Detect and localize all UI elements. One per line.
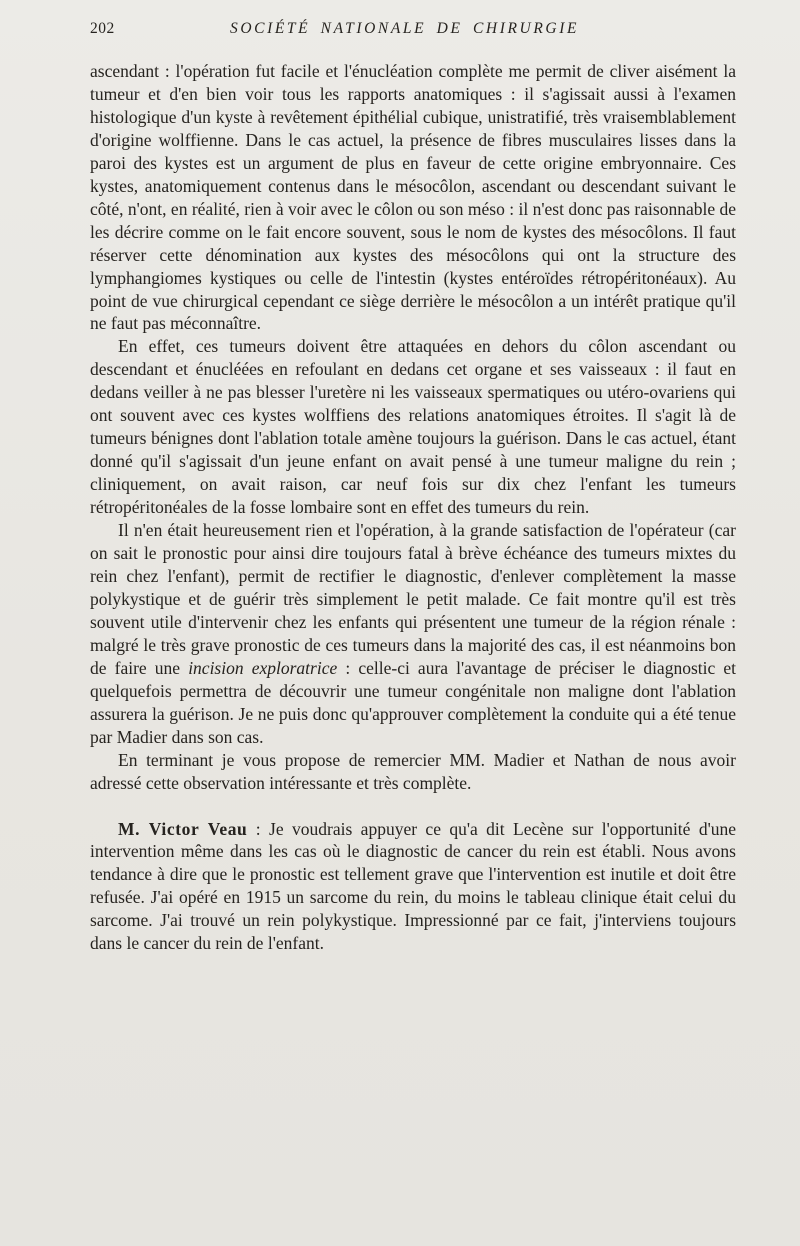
paragraph-text: Il n'en était heureusement rien et l'opération, à la grande satisfaction de l'opérateur (car on sait le pronostic pour ainsi dire toujours fatal à brève échéance des tumeurs mixtes du rein chez l'enfant), permit de rectifier le diagnostic, d'enlever complètement la masse polykystique et de guérir très simplement le petit malade. Ce fait montre qu'il est très souvent utile d'intervenir chez les enfants qui présentent une tumeur de la région rénale : malgré le très grave pronostic de ces tumeurs dans la majorité des cas, il est néanmoins bon de faire une [90, 520, 736, 678]
speaker-paragraph [90, 818, 736, 956]
body-text [90, 60, 736, 955]
paragraph: En effet, ces tumeurs doivent être attaquées en dehors du côlon ascendant ou descendant et énucléées en refoulant en dedans cet organe et ses vaisseaux : il faut en dedans veiller à ne pas blesser l'uretère ni les vaisseaux spermatiques ou utéro-ovariens qui ont souvent avec ces kystes wolffiens des relations anatomiques étroites. Il s'agit là de tumeurs bénignes dont l'ablation totale amène toujours la guérison. Dans le cas actuel, étant donné qu'il s'agissait d'un jeune enfant on avait pensé à une tumeur maligne du rein ; cliniquement, on avait raison, car neuf fois sur dix chez l'enfant les tumeurs rétropéritonéales de la fosse lombaire sont en effet des tumeurs du rein. [90, 336, 736, 518]
paragraph [90, 519, 736, 749]
page-number: 202 [90, 20, 115, 37]
running-title: SOCIÉTÉ NATIONALE DE CHIRURGIE [230, 20, 580, 37]
paragraph: ascendant : l'opération fut facile et l'énucléation complète me permit de cliver aisément la tumeur et d'en bien voir tous les rapports anatomiques : il s'agissait aussi à l'examen histologique d'un kyste à revêtement épithélial cubique, unistratifié, très vraisemblablement d'origine wolffienne. Dans le cas actuel, la présence de fibres musculaires lisses dans la paroi des kystes est un argument de plus en faveur de cette origine embryonnaire. Ces kystes, anatomiquement contenus dans le mésocôlon, ascendant ou descendant suivant le côté, n'ont, en réalité, rien à voir avec le côlon ou son méso : il n'est donc pas raisonnable de les décrire comme on le fait encore souvent, sous le nom de kystes des mésocôlons. Il faut réserver cette dénomination aux kystes des mésocôlons qui ont la structure des lymphangiomes kystiques ou celle de l'intestin (kystes entéroïdes rétropéritonéaux). Au point de vue chirurgical cependant ce siège derrière le mésocôlon a un intérêt pratique qu'il ne faut pas méconnaître. [90, 61, 736, 334]
italic-phrase: incision exploratrice [188, 657, 338, 678]
paragraph: En terminant je vous propose de remercier MM. Madier et Nathan de nous avoir adressé cette observation intéressante et très complète. [90, 749, 736, 793]
page-header [90, 20, 740, 42]
paragraph-gap [90, 795, 736, 818]
paragraph-text: : Je voudrais appuyer ce qu'a dit Lecène sur l'opportunité d'une intervention même dans les cas où le diagnostic de cancer du rein est établi. Nous avons tendance à dire que le pronostic est tellement grave que l'intervention est inutile et doit être refusée. J'ai opéré en 1915 un sarcome du rein, du moins le tableau clinique était celui du sarcome. J'ai trouvé un rein polykystique. Impressionné par ce fait, j'interviens toujours dans le cancer du rein de l'enfant. [90, 818, 737, 954]
speaker-name: M. Victor Veau [118, 818, 248, 839]
paragraph-text: : celle-ci aura l'avantage de préciser le diagnostic et quelquefois permettra de découvrir une tumeur congénitale non maligne dont l'ablation assurera la guérison. Je ne puis donc qu'approuver complètement la conduite qui a été tenue par Madier dans son cas. [90, 657, 736, 747]
